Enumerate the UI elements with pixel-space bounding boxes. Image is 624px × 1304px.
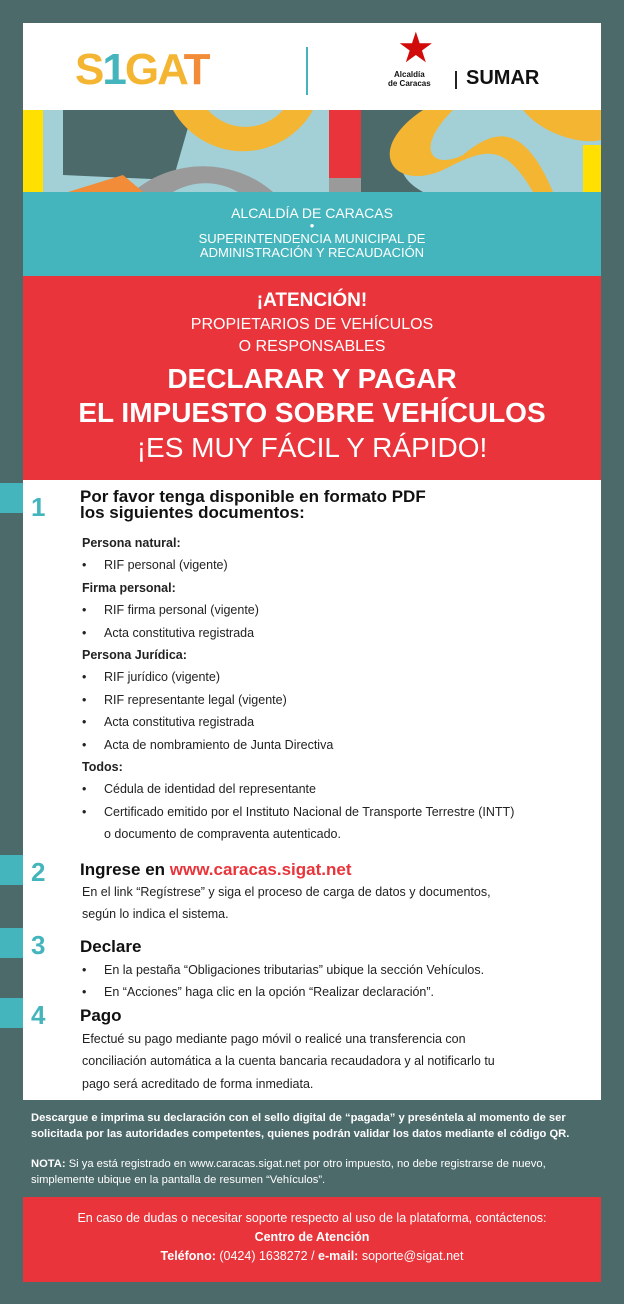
step-1-list: Persona natural: • RIF personal (vigente) Firma personal: • RIF firma personal (vigente) • Acta constitutiva registrada Persona Jurídica: • RIF jurídico (vigente) • RIF representante legal (vigente) • Acta constitutiva registrada • Acta de nombramiento de Junta Directiva Todos: • Cédula de identidad del representante • Certificado emitido por el Instituto Nacional de Transporte Terrestre (INTT) o documento de compraventa autenticado.: [82, 532, 582, 846]
step-4-text: Efectué su pago mediante pago móvil o realicé una transferencia con conciliación automática a la cuenta bancaria recaudadora y al notificarlo tu pago será acreditado de forma inmediata.: [82, 1032, 495, 1091]
footer-notes: [23, 1100, 601, 1197]
step-tab: [0, 855, 23, 885]
contact-banner: [23, 1197, 601, 1282]
attention-banner: [23, 276, 601, 480]
step-number: 3: [31, 930, 46, 960]
step-number: 4: [31, 1000, 46, 1030]
sumar-logo: SUMAR: [466, 67, 540, 89]
phone: (0424) 1638272 /: [215, 1249, 319, 1263]
step-4-title: Pago: [80, 1006, 122, 1025]
agency-name: ALCALDÍA DE CARACAS: [231, 205, 393, 221]
contact-center: Centro de Atención: [254, 1230, 370, 1244]
step-1-title: Por favor tenga disponible en formato PDF los siguientes documentos:: [80, 487, 426, 522]
contact-intro: En caso de dudas o necesitar soporte respecto al uso de la plataforma, contáctenos:: [77, 1211, 547, 1225]
header: [23, 23, 601, 110]
headline-2: EL IMPUESTO SOBRE VEHÍCULOS: [78, 397, 546, 428]
step-2-text: En el link “Regístrese” y siga el proceso de carga de datos y documentos, según lo indica el sistema.: [82, 885, 491, 922]
decorative-art: [23, 110, 601, 192]
step-tab: [0, 998, 23, 1028]
step-number: 1: [31, 492, 46, 522]
contact-line: Teléfono: (0424) 1638272 / e-mail: soporte@sigat.net: [160, 1249, 464, 1263]
agency-banner: [23, 192, 601, 276]
headline-1: DECLARAR Y PAGAR: [167, 363, 457, 394]
nota: NOTA: Si ya está registrado en www.caracas.sigat.net por otro impuesto, no debe registrarse de nuevo, simplemente ubique en la pantalla de resumen “Vehículos”.: [31, 1158, 546, 1186]
divider: [306, 47, 308, 95]
agency-sub-2: ADMINISTRACIÓN Y RECAUDACIÓN: [199, 245, 425, 260]
agency-sub-1: SUPERINTENDENCIA MUNICIPAL DE: [198, 231, 426, 246]
alcaldia-logo: Alcaldía de Caracas: [388, 70, 431, 88]
step-2-title: Ingrese en www.caracas.sigat.net: [80, 860, 352, 879]
download-note: Descargue e imprima su declaración con el sello digital de “pagada” y preséntela al momento de ser solicitada por las autoridades competentes, quienes podrán validar los datos mediante el código QR.: [31, 1112, 570, 1140]
step-number: 2: [31, 857, 46, 887]
sigat-logo: S1GAT: [75, 45, 209, 94]
sigat-link[interactable]: www.caracas.sigat.net: [169, 860, 352, 879]
step-3-title: Declare: [80, 937, 142, 956]
bullet: •: [309, 218, 315, 233]
step-tab: [0, 928, 23, 958]
headline-3: ¡ES MUY FÁCIL Y RÁPIDO!: [136, 432, 488, 463]
steps-panel: [23, 480, 601, 1100]
attention-sub-2: O RESPONSABLES: [238, 338, 386, 355]
step-3-list: • En la pestaña “Obligaciones tributarias” ubique la sección Vehículos. • En “Acciones” haga clic en la opción “Realizar declaración”.: [82, 959, 582, 1004]
attention-sub-1: PROPIETARIOS DE VEHÍCULOS: [190, 316, 434, 333]
divider: [455, 71, 457, 89]
step-tab: [0, 483, 23, 513]
attention-title: ¡ATENCIÓN!: [256, 290, 368, 311]
star-icon: ★: [397, 24, 435, 71]
email[interactable]: soporte@sigat.net: [358, 1249, 464, 1263]
